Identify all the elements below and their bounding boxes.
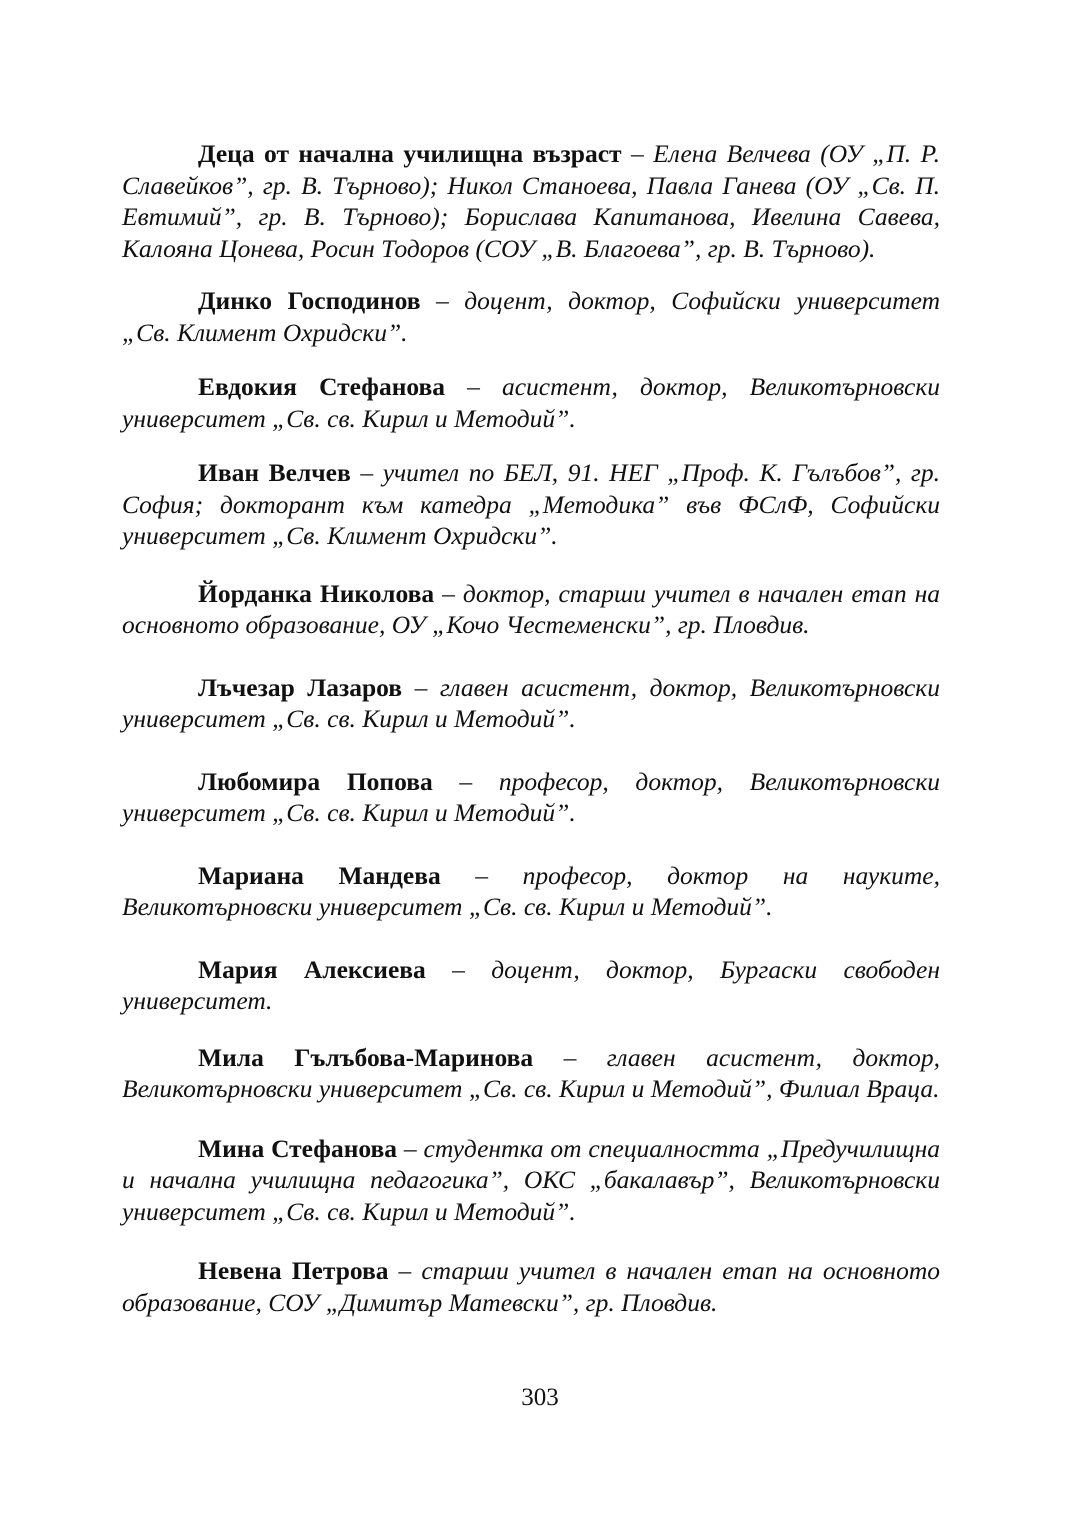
contributor-entry xyxy=(122,578,940,641)
contributor-entry xyxy=(122,371,940,434)
contributor-name: Йорданка Николова xyxy=(198,578,435,608)
contributor-name: Мария Алексиева xyxy=(198,954,426,984)
contributor-entry xyxy=(122,457,940,552)
contributor-description: Елена Велчева (ОУ „П. Р. Славейков”, гр. В. Търново); Никол Станоева, Павла Ганева (ОУ „Св. П. Евтимий”, гр. В. Търново); Борислава Капитанова, Ивелина Савева, Калояна Цонева, Росин Тодоров (СОУ „В. Благоева”, гр. В. Търново). xyxy=(122,139,940,263)
contributor-description: доцент, доктор, Бургаски свободен университет. xyxy=(122,954,940,1015)
contributor-description: главен асистент, доктор, Великотърновски университет „Св. св. Кирил и Методий”. xyxy=(122,672,940,733)
entry-dash: – xyxy=(388,1256,422,1285)
entry-dash: – xyxy=(445,372,502,401)
entry-dash: – xyxy=(420,286,465,315)
contributor-description: доцент, доктор, Софийски университет „Св. Климент Охридски”. xyxy=(122,286,941,347)
contributor-description: главен асистент, доктор, Великотърновски университет „Св. св. Кирил и Методий”, Филиал Враца. xyxy=(122,1042,941,1103)
entry-dash: – xyxy=(425,954,492,984)
contributor-entry xyxy=(122,954,940,1017)
contributor-description: учител по БЕЛ, 91. НЕГ „Проф. К. Гълъбов”, гр. София; докторант към катедра „Методика” във ФСлФ, Софийски университет „Св. Климент Охридски”. xyxy=(122,458,940,550)
entry-dash: – xyxy=(440,860,523,890)
contributor-name: Лъчезар Лазаров xyxy=(198,672,403,702)
contributor-description: старши учител в начален етап на основното образование, СОУ „Димитър Матевски”, гр. Пловдив. xyxy=(122,1256,940,1317)
contributor-name: Мила Гълъбова-Маринова xyxy=(198,1042,534,1072)
contributor-entry xyxy=(122,138,940,264)
contributors-list xyxy=(122,138,940,1318)
contributor-entry xyxy=(122,672,940,735)
contributor-entry xyxy=(122,1133,940,1228)
contributor-name: Невена Петрова xyxy=(198,1256,389,1285)
contributor-entry xyxy=(122,766,940,829)
entry-dash: – xyxy=(402,672,440,702)
page-number: 303 xyxy=(521,1384,559,1411)
entry-dash: – xyxy=(434,578,463,608)
entry-dash: – xyxy=(621,139,654,168)
contributor-description: доктор, старши учител в начален етап на основното образование, ОУ „Кочо Честеменски”, гр. Пловдив. xyxy=(122,578,941,639)
contributor-name: Евдокия Стефанова xyxy=(198,372,446,401)
contributor-entry xyxy=(122,860,940,923)
contributor-entry xyxy=(122,1042,940,1105)
entry-dash: – xyxy=(397,1133,424,1163)
entry-dash: – xyxy=(350,458,383,487)
contributor-name: Иван Велчев xyxy=(198,458,351,487)
contributor-name: Динко Господинов xyxy=(198,286,421,315)
entry-dash: – xyxy=(432,766,499,796)
entry-dash: – xyxy=(533,1042,607,1072)
contributor-description: студентка от специалността „Предучилищна и начална училищна педагогика”, ОКС „бакалавър”, Великотърновски университет „Св. св. Кирил и Методий”. xyxy=(122,1133,940,1226)
contributor-description: асистент, доктор, Великотърновски университет „Св. св. Кирил и Методий”. xyxy=(122,372,940,433)
contributor-name: Мариана Мандева xyxy=(198,860,441,890)
contributor-name: Деца от начална училищна възраст xyxy=(198,139,622,168)
contributor-entry xyxy=(122,1255,940,1318)
contributor-description: професор, доктор на науките, Великотърновски университет „Св. св. Кирил и Методий”. xyxy=(122,860,941,921)
contributor-name: Мина Стефанова xyxy=(198,1133,398,1163)
contributor-entry xyxy=(122,285,940,348)
contributor-name: Любомира Попова xyxy=(198,766,433,796)
contributor-description: професор, доктор, Великотърновски университет „Св. св. Кирил и Методий”. xyxy=(122,766,941,827)
